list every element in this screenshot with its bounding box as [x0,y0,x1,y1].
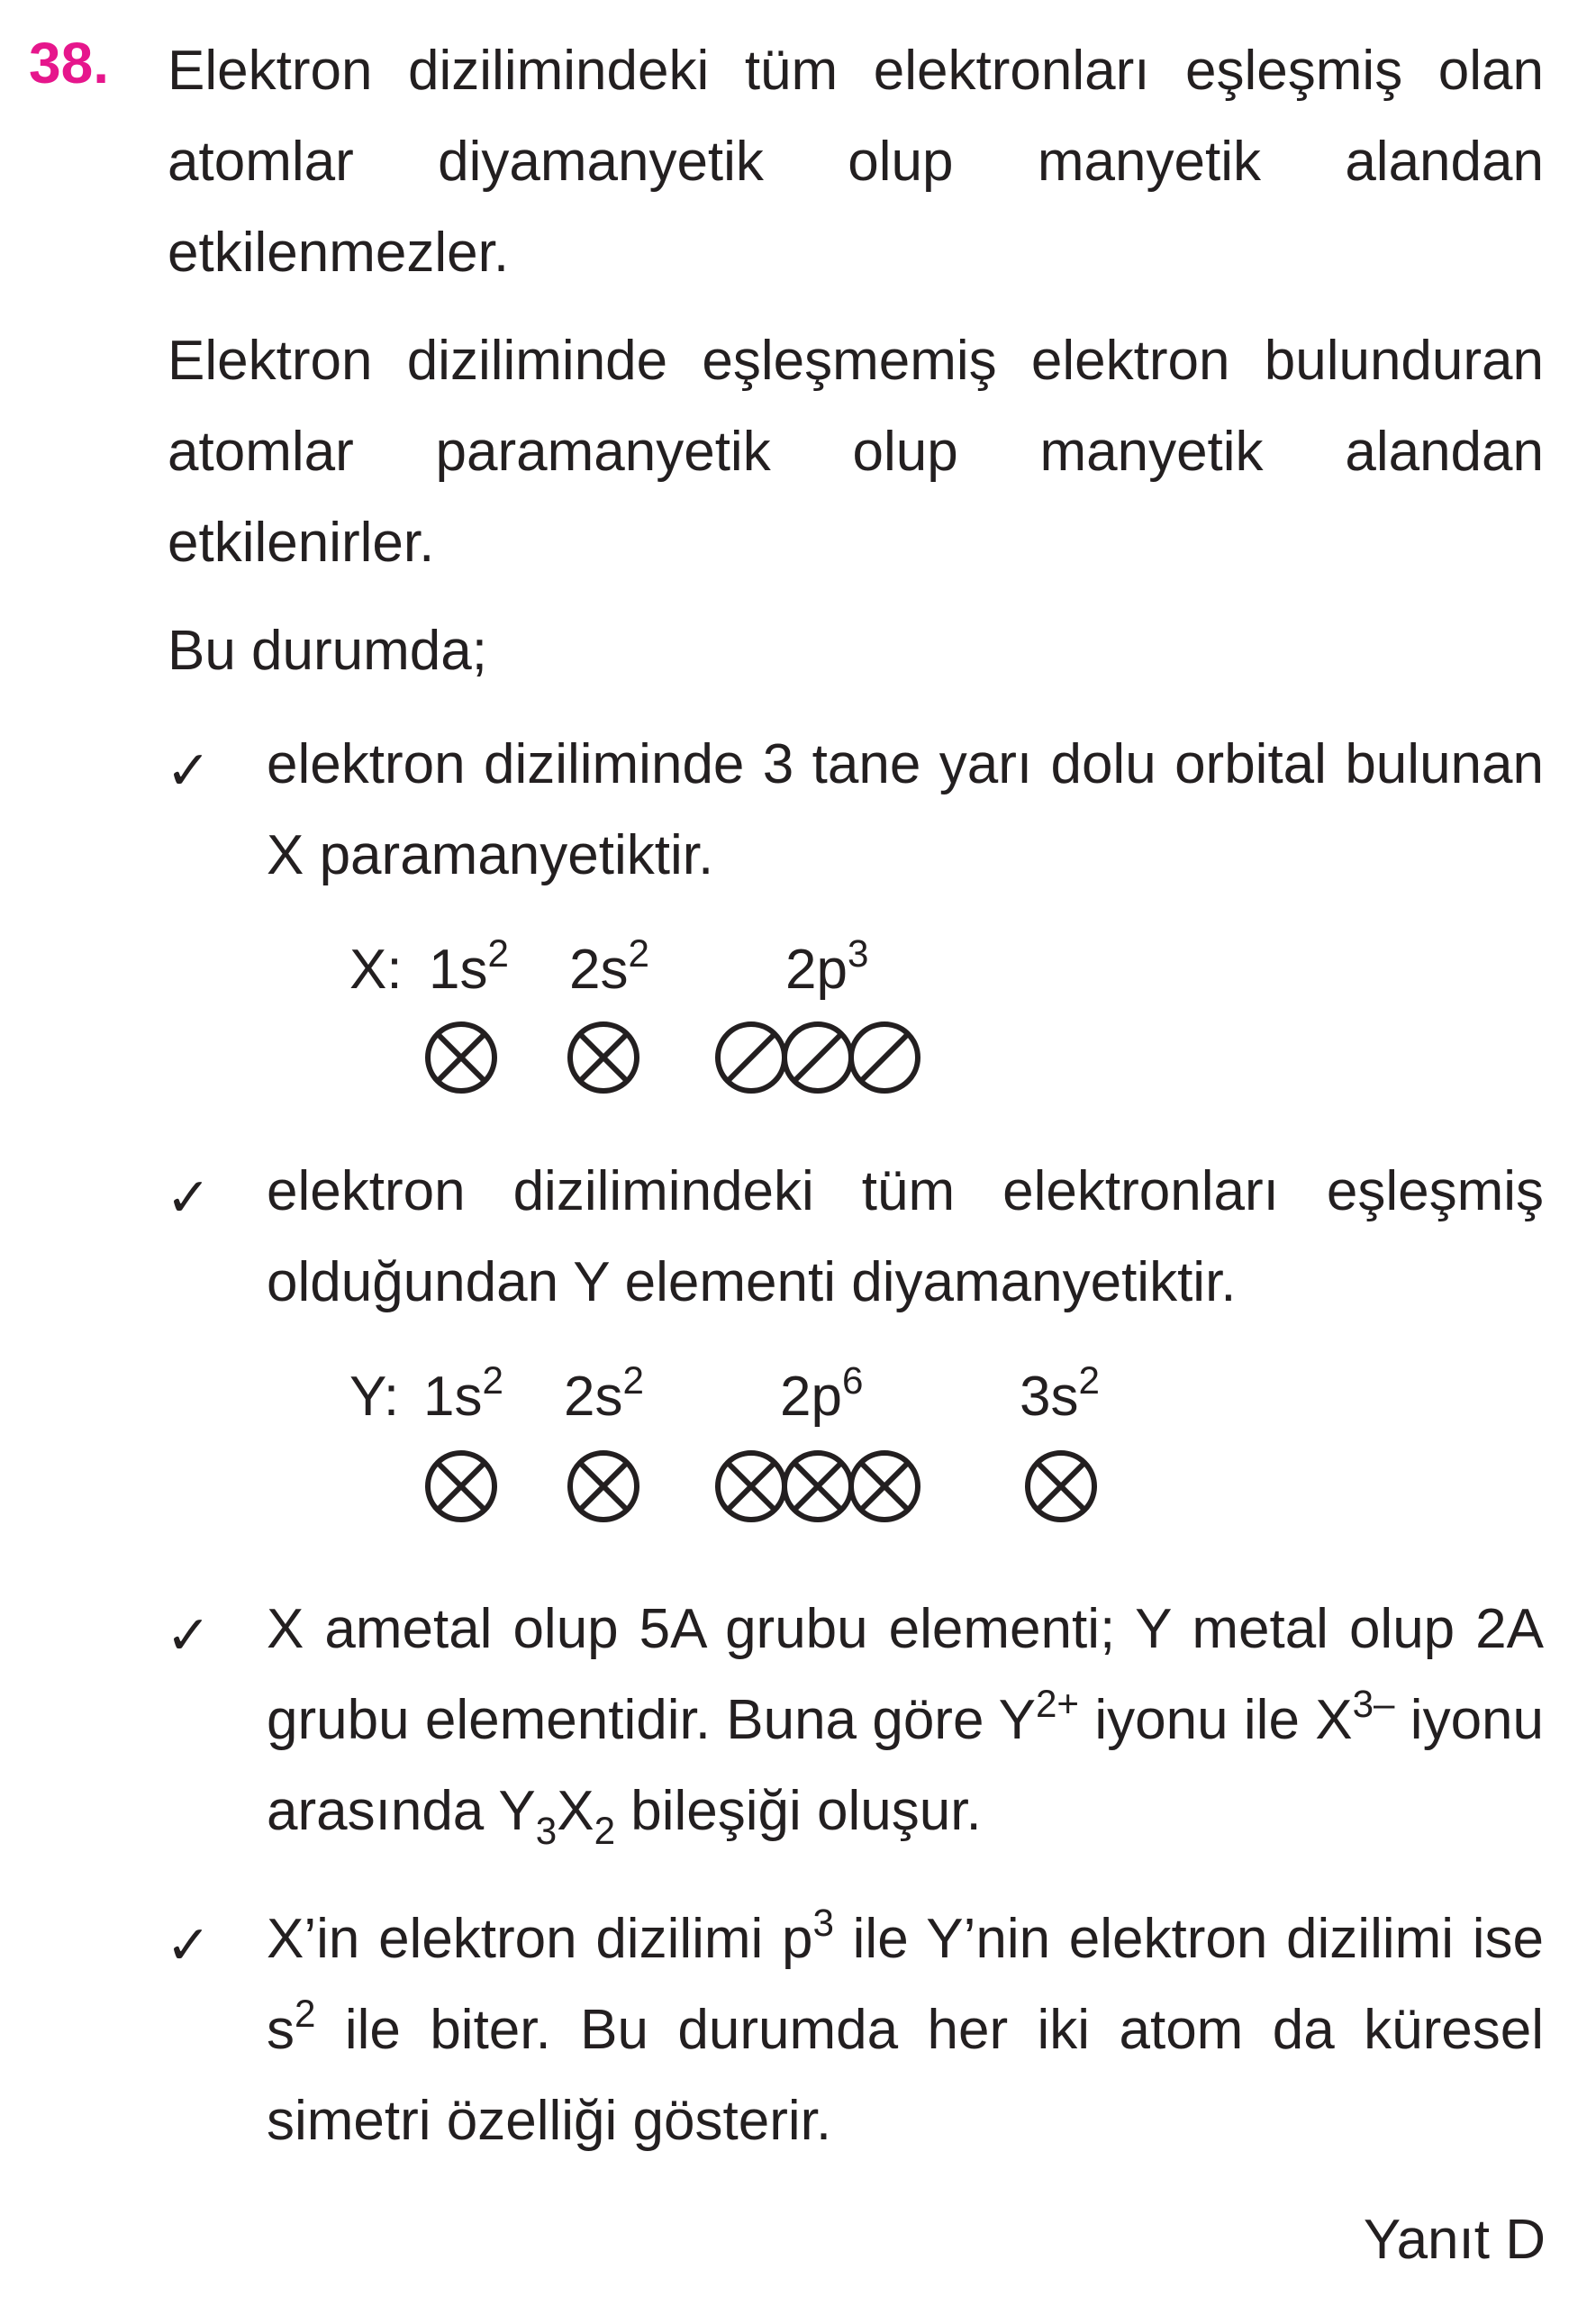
config-x-orbital-diagram [414,1018,955,1099]
orbital-exponent: 2 [487,931,509,975]
orbital-name: 2s [569,939,629,1001]
full-orbital-icon [851,1453,918,1520]
config-x-orbital-3 [785,931,869,1001]
item-4-part-2: ile Y’nin elektron dizilimi ise s [267,1908,1544,2061]
full-orbital-icon [428,1024,494,1091]
orbital-exponent: 2 [1078,1358,1100,1402]
item-3-part-3: iyonu arasında Y [267,1689,1545,1842]
answer-text: Yanıt D [1363,2209,1546,2271]
config-y-orbital-4 [1020,1358,1100,1428]
check-icon: ✓ [166,1915,212,1975]
item-3-part-5: bileşiği oluşur. [615,1780,982,1842]
item-1-text: elektron diziliminde 3 tane yarı dolu orbital bulunan X paramanyetiktir. [267,733,1544,886]
config-x-orbital-1 [429,931,509,1001]
item-3-part-2: iyonu ile X [1079,1689,1353,1751]
orbital-name: 2s [564,1366,623,1428]
half-orbital-icon [784,1024,851,1091]
orbital-name: 1s [429,939,488,1001]
half-orbital-icon [718,1024,784,1091]
config-y-orbital-3 [780,1358,864,1428]
full-orbital-icon [570,1453,637,1520]
config-y-label: Y: [349,1366,400,1428]
full-orbital-icon [570,1024,637,1091]
orbital-exponent: 3 [847,931,869,975]
config-y-orbital-1 [423,1358,503,1428]
check-icon: ✓ [166,1605,212,1666]
item-4-exponent-s: 2 [295,1992,316,2035]
check-icon: ✓ [166,740,212,801]
orbital-name: 1s [423,1366,483,1428]
item-3-charge-y: 2+ [1035,1682,1080,1725]
config-y-orbital-2 [564,1358,644,1428]
item-3-subscript-x: 2 [594,1810,616,1853]
orbital-exponent: 2 [482,1358,503,1402]
item-2-text: elektron dizilimindeki tüm elektronları eşleşmiş olduğundan Y elementi diyamanyetiktir. [267,1160,1544,1313]
half-orbital-icon [851,1024,918,1091]
item-4-exponent-p: 3 [812,1901,834,1944]
full-orbital-icon [428,1453,494,1520]
item-4-part-1: X’in elektron dizilimi p [267,1908,813,1970]
config-x-orbital-2 [569,931,649,1001]
orbital-exponent: 2 [622,1358,644,1402]
intro-paragraph-3: Bu durumda; [168,620,487,682]
orbital-name: 2p [780,1366,842,1428]
check-icon: ✓ [166,1167,212,1228]
full-orbital-icon [784,1453,851,1520]
intro-paragraph-1: Elektron dizilimindeki tüm elektronları eşleşmiş olan atomlar diyamanyetik olup manyetik alandan etkilenmezler. [168,40,1544,284]
item-4-text [267,1893,1544,2166]
item-3-subscript-y: 3 [535,1810,558,1853]
item-4-part-3: ile biter. Bu durumda her iki atom da küresel simetri özelliği gösterir. [267,1999,1544,2152]
item-3-part-4: X [557,1780,594,1842]
orbital-name: 3s [1020,1366,1079,1428]
orbital-name: 2p [785,939,848,1001]
full-orbital-icon [1028,1453,1094,1520]
config-x-label: X: [349,939,403,1001]
full-orbital-icon [718,1453,784,1520]
question-number: 38. [29,31,109,95]
orbital-exponent: 2 [628,931,649,975]
item-3-part-1: X ametal olup 5A grubu elementi; Y metal olup 2A grubu elementidir. Buna göre Y [267,1598,1544,1751]
orbital-exponent: 6 [841,1358,864,1402]
intro-paragraph-2: Elektron diziliminde eşleşmemiş elektron bulunduran atomlar paramanyetik olup manyetik alandan etkilenirler. [168,330,1544,574]
item-3-charge-x: 3– [1352,1682,1395,1725]
config-y-orbital-diagram [414,1447,1117,1528]
item-3-text [267,1584,1544,1857]
